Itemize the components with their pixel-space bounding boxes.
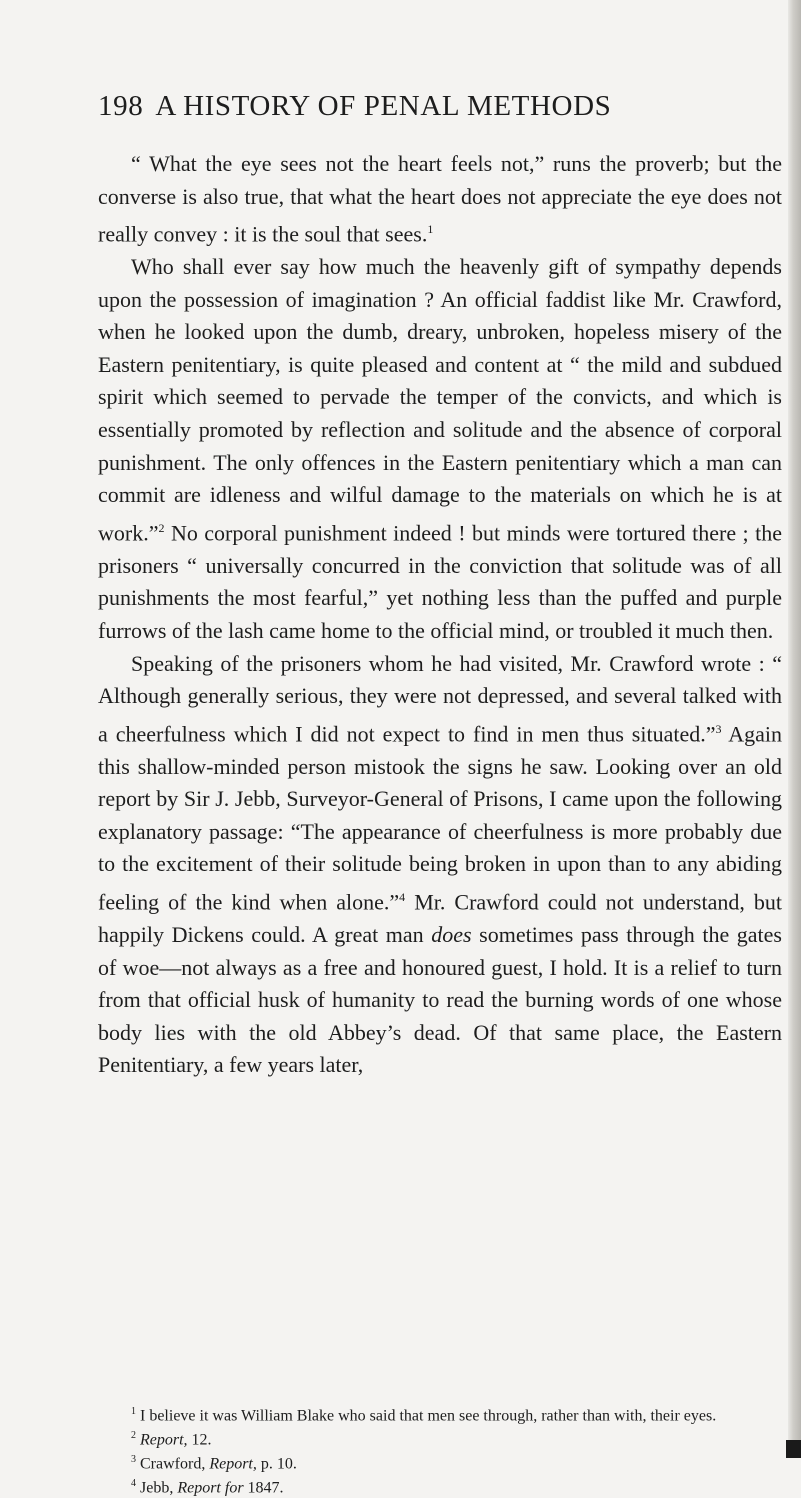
- footnote-italic: Report for: [177, 1479, 244, 1497]
- paragraph-text: Speaking of the prisoners whom he had visited, Mr. Crawford wrote : “ Although generally serious, they were not depressed, and several talked with a cheerfulness which I did not expect to find in men thus situated.”: [98, 650, 782, 747]
- footnote-text: p. 10.: [256, 1455, 297, 1473]
- paragraph-text: “ What the eye sees not the heart feels not,” runs the proverb; but the converse is also true, that what the heart does not appreciate the eye does not really convey : it is the soul that sees.: [98, 151, 782, 247]
- footnote-1: [98, 1402, 782, 1426]
- paragraph-text: No corporal punishment indeed ! but minds were tortured there ; the prisoners “ universally concurred in the conviction that solitude was of all punishments the most fearful,” yet nothing less than the puffed and purple furrows of the lash came home to the official mind, or troubled it much then.: [98, 520, 782, 643]
- footnote-italic: Report,: [209, 1455, 257, 1473]
- binding-mark: [786, 1440, 801, 1458]
- footnote-mark: 2: [131, 1429, 136, 1441]
- paragraph-1: [98, 148, 782, 251]
- footnote-text: Crawford,: [140, 1455, 210, 1473]
- page-binding-edge: [788, 0, 801, 1458]
- footnote-mark: 3: [131, 1453, 136, 1465]
- footnote-2: [98, 1426, 782, 1450]
- footnote-mark: 1: [131, 1406, 136, 1417]
- footnote-ref: 2: [158, 520, 165, 535]
- footnotes: [98, 1402, 782, 1498]
- running-title: A HISTORY OF PENAL METHODS: [155, 90, 612, 122]
- page-number: 198: [98, 90, 144, 122]
- footnote-ref: 1: [427, 222, 434, 237]
- footnote-ref: 3: [715, 721, 722, 736]
- footnote-ref: 4: [399, 890, 406, 905]
- emphasis: does: [431, 921, 472, 947]
- footnote-text: Jebb,: [140, 1479, 178, 1497]
- body-text: [98, 148, 782, 1082]
- footnote-mark: 4: [131, 1477, 136, 1489]
- paragraph-text: Who shall ever say how much the heavenly gift of sympathy depends upon the possession of imagination ? An official faddist like Mr. Crawford, when he looked upon the dumb, dreary, unbroken, hopeless misery of the Eastern penitentiary, is quite pleased and content at “ the mild and subdued spirit which seemed to pervade the temper of the convicts, and which is essentially promoted by reflection and solitude and the absence of corporal punishment. The only offences in the Eastern penitentiary which a man can commit are idleness and wilful damage to the materials on which he is at work.”: [98, 254, 782, 546]
- paragraph-text: sometimes pass through the gates of woe—not always as a free and honoured guest, I hold. It is a relief to turn from that official husk of humanity to read the burning words of one whose body lies with the old Abbey’s dead. Of that same place, the Eastern Penitentiary, a few years later,: [98, 921, 782, 1078]
- footnote-italic: Report,: [140, 1431, 188, 1449]
- footnote-text: 12.: [187, 1431, 212, 1449]
- paragraph-text: Again this shallow-minded person mistook the signs he saw. Looking over an old report by Sir J. Jebb, Surveyor-General of Prisons, I came upon the following explanatory passage: “The appearance of cheerfulness is more probably due to the excitement of their solitude being broken in upon than to any abiding feeling of the kind when alone.”: [98, 721, 782, 915]
- paragraph-3: [98, 648, 782, 1082]
- paragraph-text: Mr. Crawford could not understand, but happily Dickens could. A great man: [98, 889, 782, 947]
- paragraph-2: [98, 251, 782, 647]
- footnote-3: [98, 1450, 782, 1474]
- footnote-text: I believe it was William Blake who said that men see through, rather than with, their eyes.: [140, 1407, 717, 1425]
- running-head: [98, 90, 778, 123]
- footnote-4: [98, 1474, 782, 1498]
- footnote-text: 1847.: [243, 1479, 284, 1497]
